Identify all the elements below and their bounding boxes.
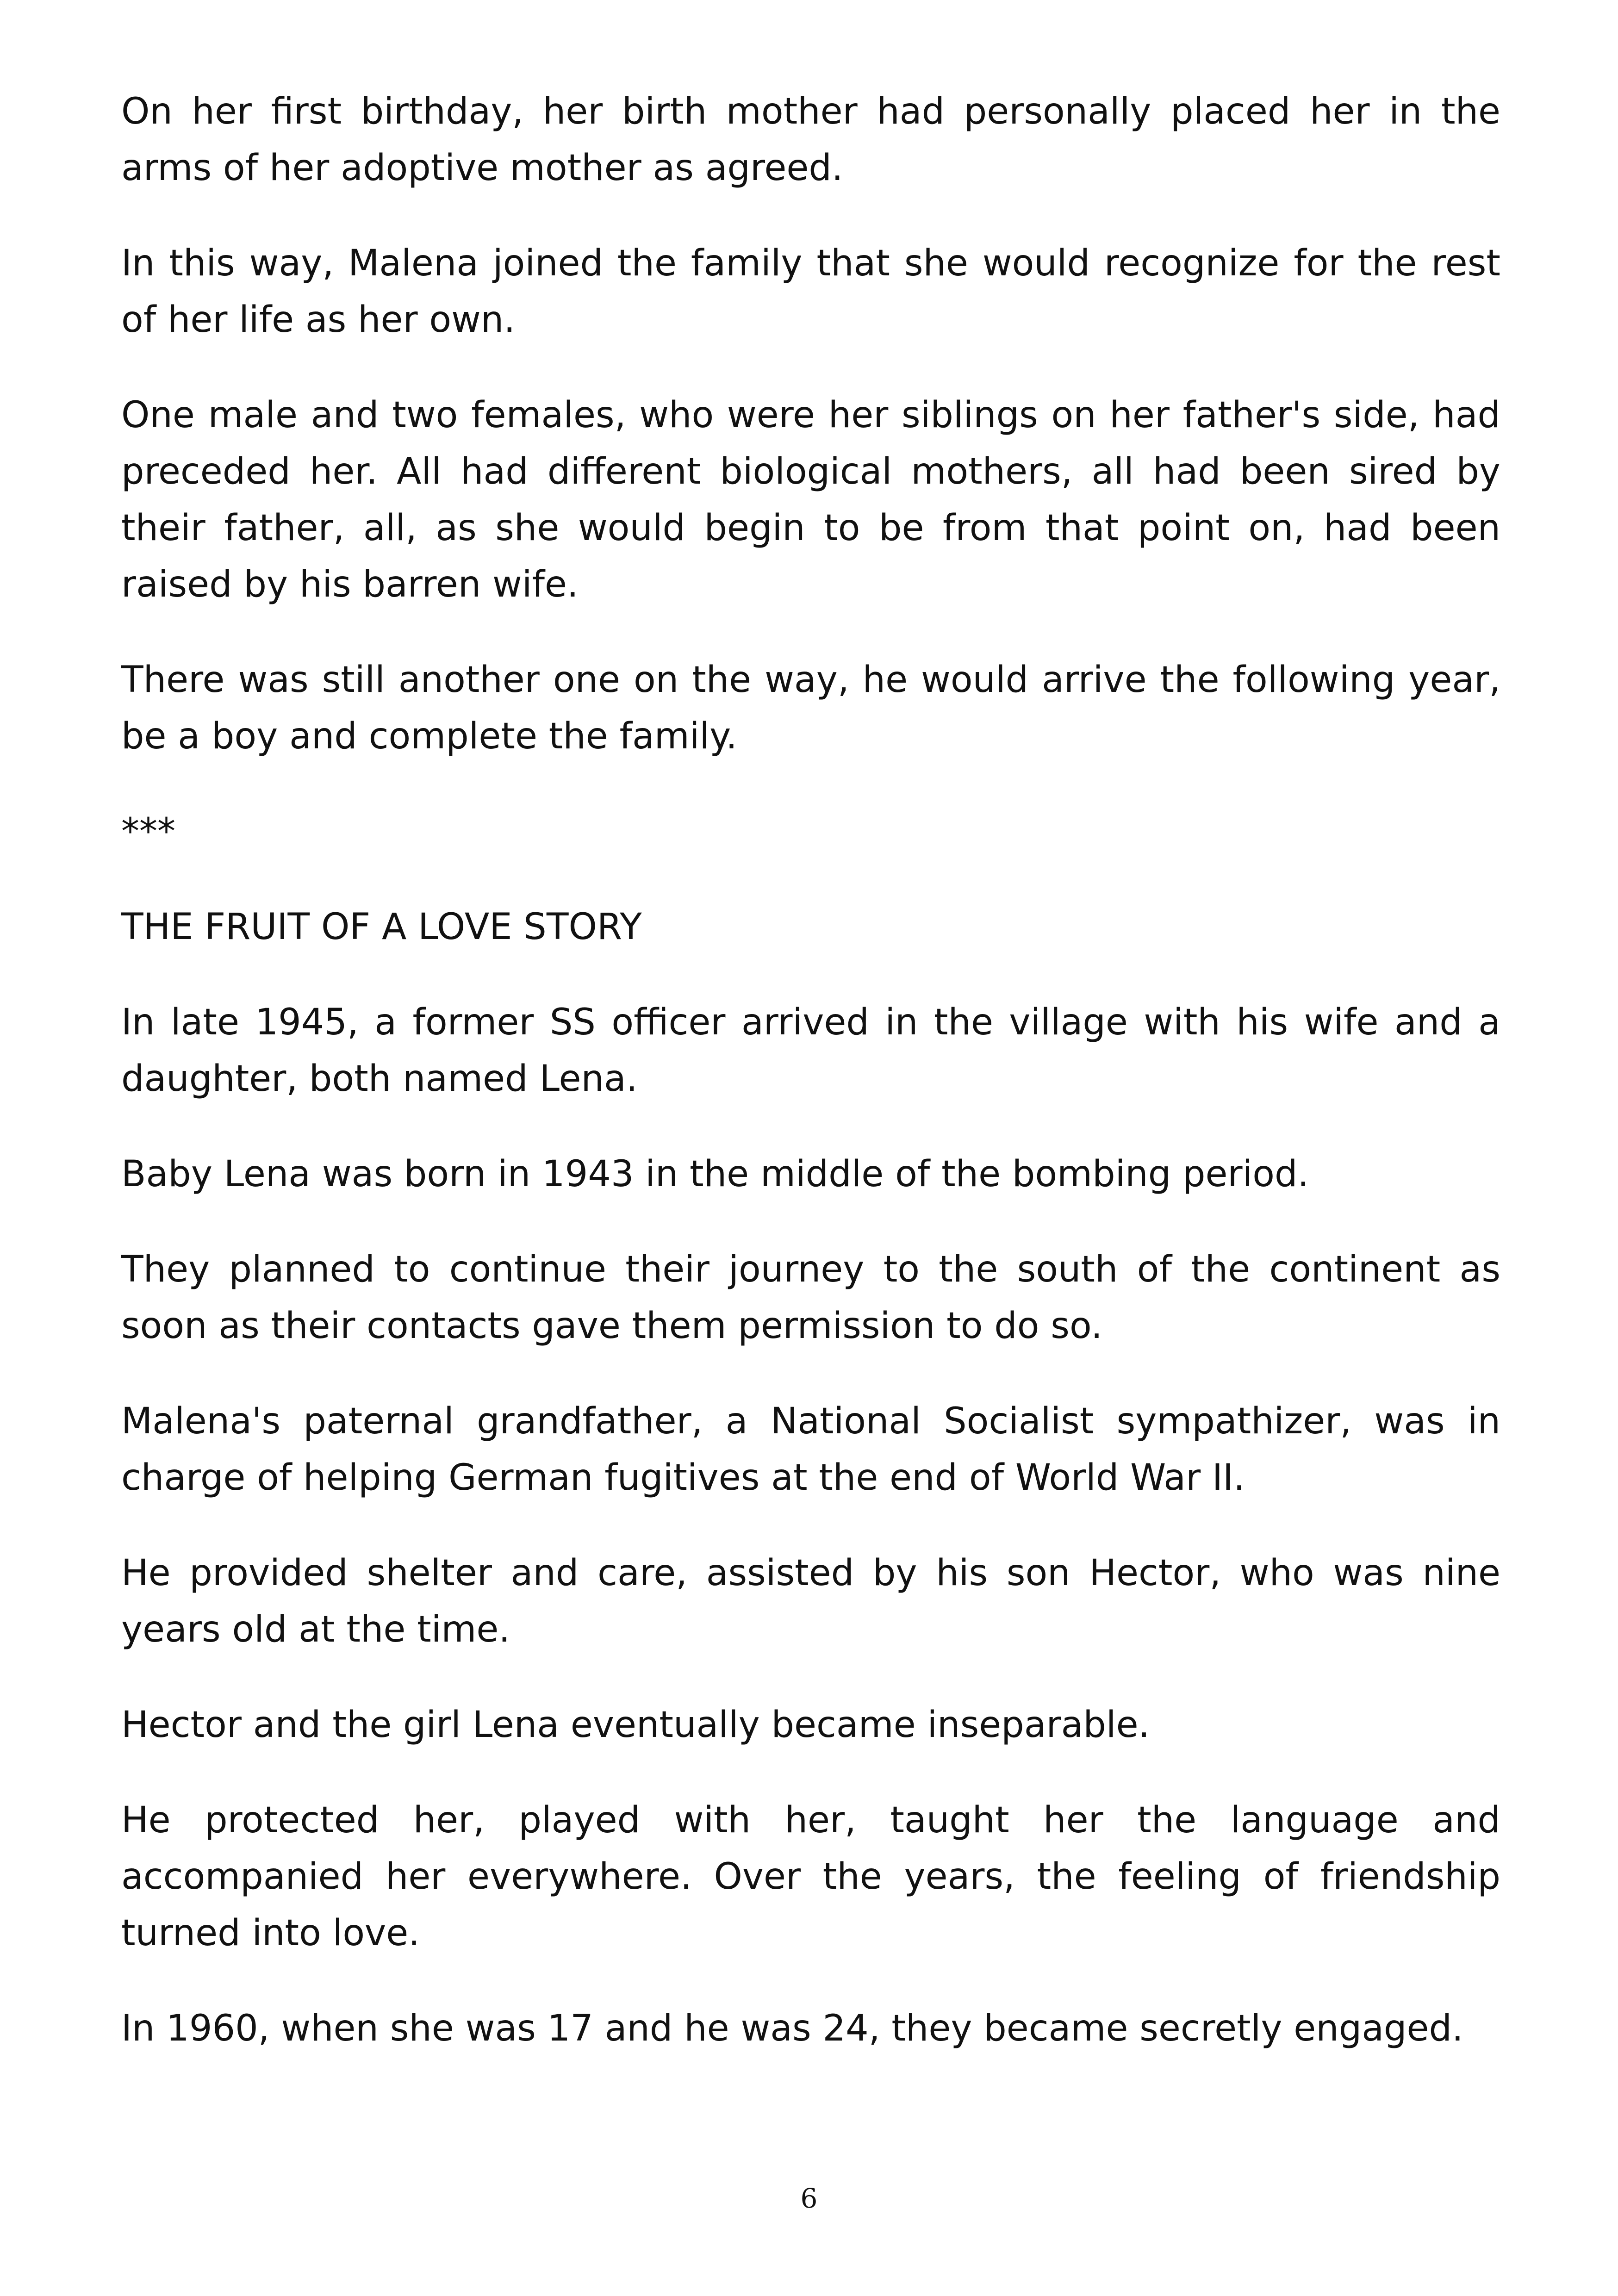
paragraph-joined-family: In this way, Malena joined the family that she would recognize for the rest of her life as her own.: [121, 243, 1500, 341]
paragraph-shelter-care: He provided shelter and care, assisted by his son Hector, who was nine years old at the time.: [121, 1552, 1500, 1650]
body-text: [121, 83, 1500, 2096]
paragraph-inseparable: Hector and the girl Lena eventually became inseparable.: [121, 1704, 1150, 1746]
paragraph-ss-officer: In late 1945, a former SS officer arrived in the village with his wife and a daughter, both named Lena.: [121, 1002, 1500, 1100]
paragraph-birthday: On her first birthday, her birth mother had personally placed her in the arms of her adoptive mother as agreed.: [121, 91, 1500, 189]
section-heading: THE FRUIT OF A LOVE STORY: [121, 906, 642, 948]
paragraph-protected-her: He protected her, played with her, taught her the language and accompanied her everywhere. Over the years, the feeling of friendship turned into love.: [121, 1799, 1500, 1954]
paragraph-engaged: In 1960, when she was 17 and he was 24, they became secretly engaged.: [121, 2008, 1463, 2049]
paragraph-another-on-way: There was still another one on the way, he would arrive the following year, be a boy and complete the family.: [121, 659, 1500, 757]
section-separator: ***: [121, 811, 175, 852]
paragraph-grandfather: Malena's paternal grandfather, a National Socialist sympathizer, was in charge of helping German fugitives at the end of World War II.: [121, 1400, 1500, 1499]
paragraph-baby-lena: Baby Lena was born in 1943 in the middle of the bombing period.: [121, 1153, 1309, 1195]
page-number: 6: [800, 2183, 818, 2214]
paragraph-siblings: One male and two females, who were her siblings on her father's side, had preceded her. All had different biological mothers, all had been sired by their father, all, as she would begin to be from that point on, had been raised by his barren wife.: [121, 394, 1500, 605]
paragraph-journey-south: They planned to continue their journey to the south of the continent as soon as their contacts gave them permission to do so.: [121, 1249, 1500, 1347]
